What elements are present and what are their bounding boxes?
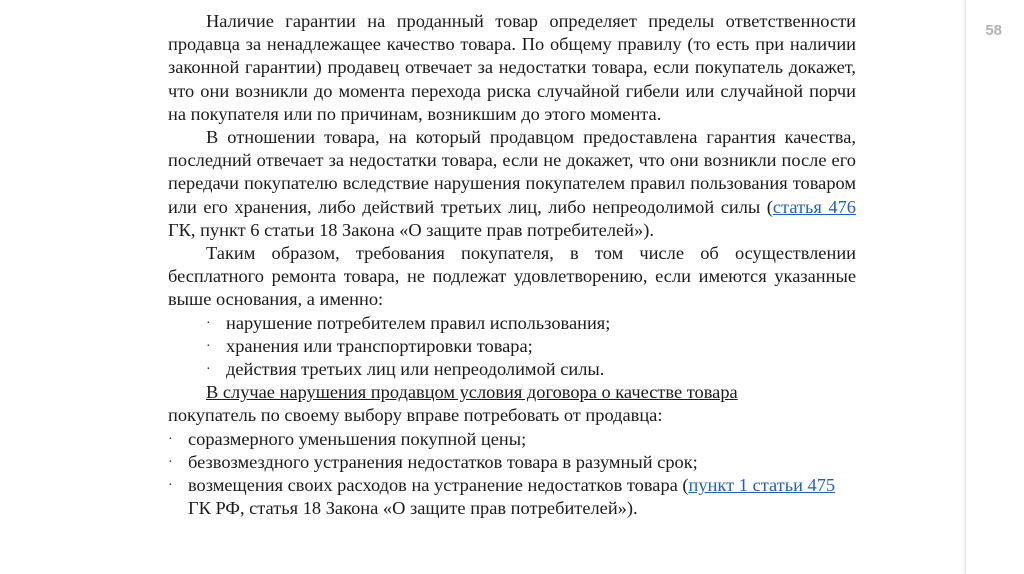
list-item <box>168 451 856 474</box>
list-item <box>168 358 856 381</box>
link-article-475[interactable]: пункт 1 статьи 475 <box>688 475 836 496</box>
paragraph-buyer-options: покупатель по своему выбору вправе потребовать от продавца: <box>168 405 663 426</box>
paragraph-quality-breach-heading: В случае нарушения продавцом условия договора о качестве товара <box>206 382 738 403</box>
list-item-text: действия третьих лиц или непреодолимой силы. <box>226 359 605 380</box>
bullet: · <box>206 338 211 354</box>
bullet: · <box>206 362 211 378</box>
list-item-text: возмещения своих расходов на устранение недостатков товара ( <box>188 475 689 496</box>
list-item <box>168 428 856 451</box>
page-number: 58 <box>985 22 1002 39</box>
paragraph-warranty-scope: Наличие гарантии на проданный товар определяет пределы ответственности продавца за ненадлежащее качество товара. По общему правилу (то есть при наличии законной гарантии) продавец отвечает за недостатки товара, если покупатель докажет, что они возникли до момента перехода риска случайной гибели или случайной порчи на покупателя или по причинам, возникшим до этого момента. <box>168 11 856 124</box>
bullet: · <box>206 315 211 331</box>
document-body <box>168 10 856 520</box>
list-item <box>168 474 856 520</box>
bullet: · <box>168 478 173 494</box>
paragraph-seller-liability <box>168 126 856 242</box>
slide-edge <box>965 0 1024 574</box>
list-item-text: безвозмездного устранения недостатков товара в разумный срок; <box>188 451 698 472</box>
list-item-text: хранения или транспортировки товара; <box>226 335 533 356</box>
bullet: · <box>168 454 173 470</box>
list-item-text: нарушение потребителем правил использования; <box>226 312 611 333</box>
list-item <box>168 335 856 358</box>
list-item-text: соразмерного уменьшения покупной цены; <box>188 428 527 449</box>
list-item <box>168 312 856 335</box>
link-article-476[interactable]: статья 476 <box>772 196 856 217</box>
paragraph-buyer-claims: Таким образом, требования покупателя, в том числе об осуществлении бесплатного ремонта товара, не подлежат удовлетворению, если имеются указанные выше основания, а именно: <box>168 243 856 310</box>
paragraph-text: ГК, пункт 6 статьи 18 Закона «О защите прав потребителей»). <box>168 219 654 240</box>
list-item-text: ГК РФ, статья 18 Закона «О защите прав потребителей»). <box>188 498 638 519</box>
paragraph-text: В отношении товара, на который продавцом предоставлена гарантия качества, последний отвечает за недостатки товара, если не докажет, что они возникли после его передачи покупателю вследствие нарушения покупателем правил пользования товаром или его хранения, либо действий третьих лиц, либо непреодолимой силы ( <box>168 127 856 217</box>
bullet: · <box>168 431 173 447</box>
grounds-list <box>168 312 856 382</box>
remedies-list <box>168 428 856 521</box>
